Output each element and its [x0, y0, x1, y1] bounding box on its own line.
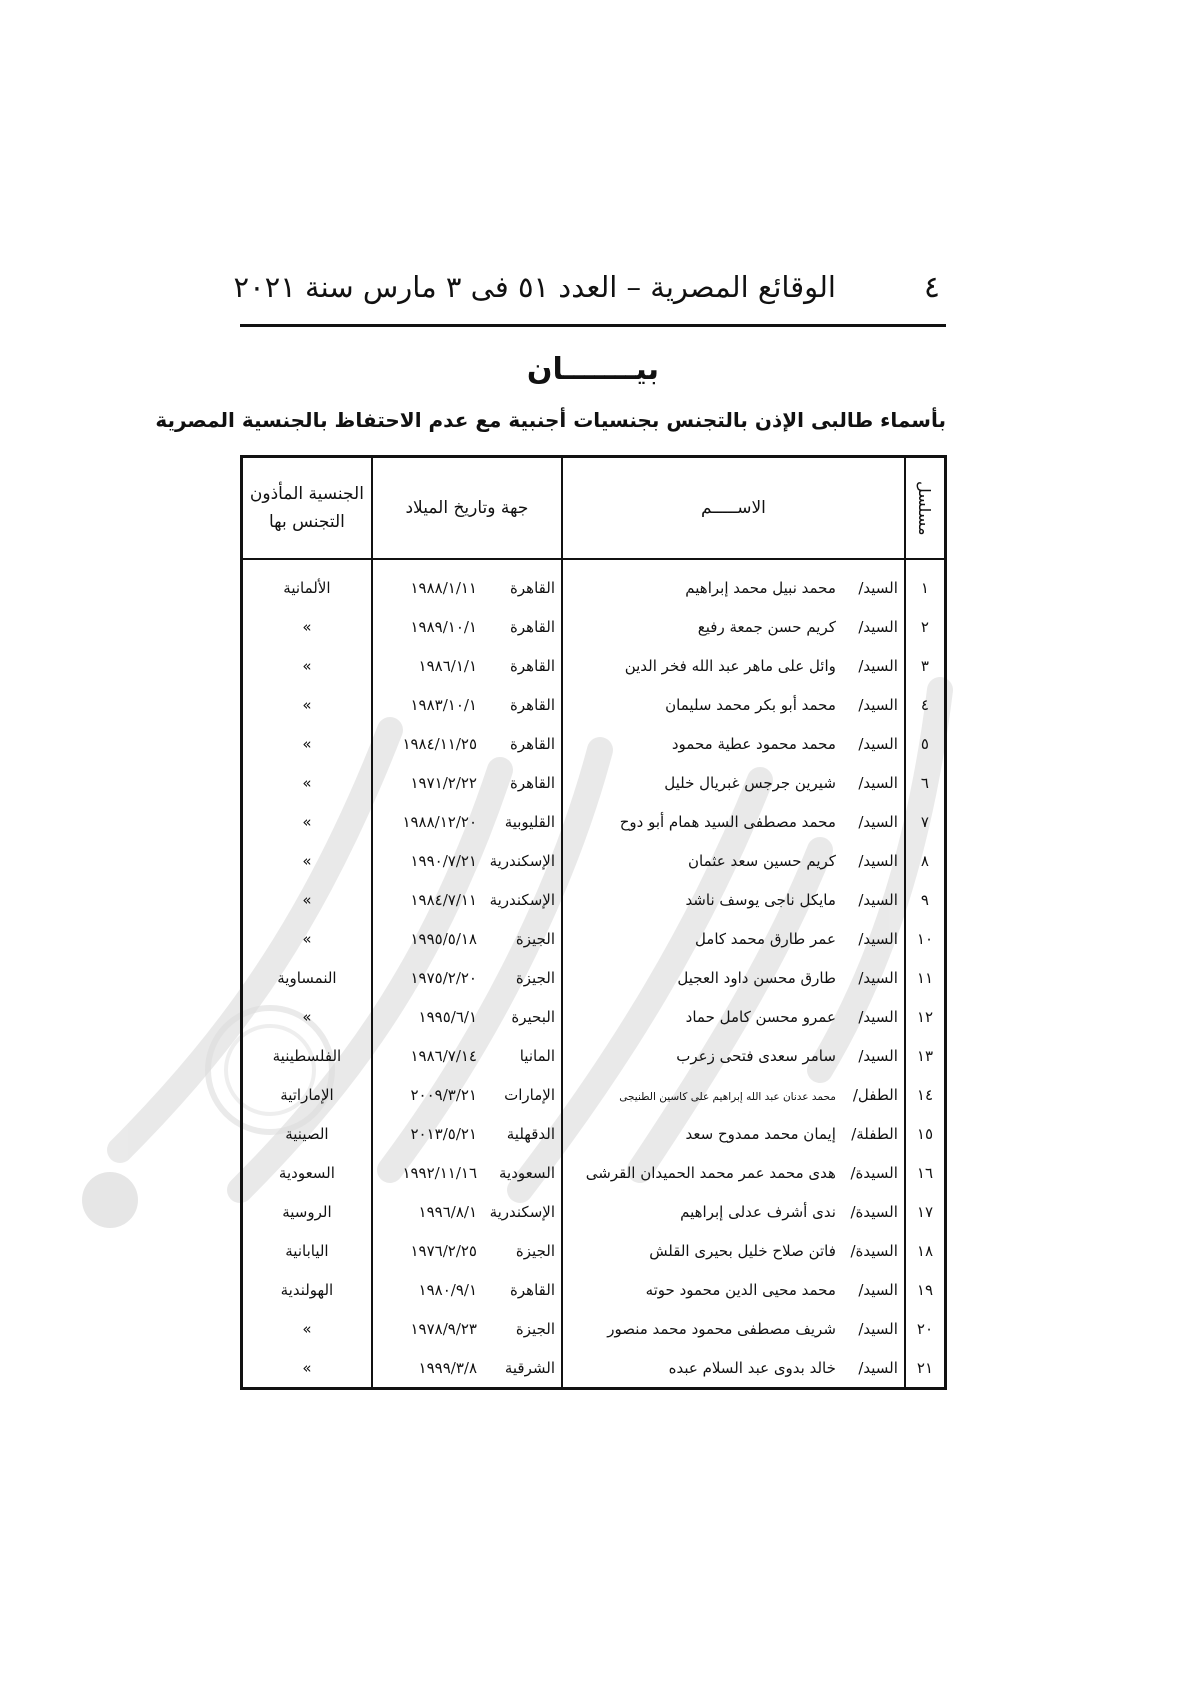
row-name-cell — [562, 919, 905, 958]
row-birth-place: القاهرة — [510, 773, 555, 792]
row-birth-date: ١٩٧٦/٢/٢٥ — [410, 1241, 477, 1260]
row-name-cell — [562, 646, 905, 685]
row-name: عمر طارق محمد كامل — [694, 929, 836, 948]
row-birth-cell — [372, 559, 562, 607]
applicants-table — [240, 455, 947, 1390]
row-serial: ٢١ — [905, 1348, 946, 1389]
page-header — [233, 268, 946, 327]
table-body — [242, 559, 946, 1389]
row-name: كريم حسين سعد عثمان — [688, 851, 836, 870]
row-name-cell — [562, 997, 905, 1036]
row-name-cell — [562, 685, 905, 724]
row-birth-cell — [372, 1348, 562, 1389]
row-name-cell — [562, 1309, 905, 1348]
row-birth-place: القاهرة — [510, 578, 555, 597]
row-nationality: الهولندية — [242, 1270, 372, 1309]
table-row — [242, 607, 946, 646]
table-row — [242, 1075, 946, 1114]
row-title: السيد/ — [858, 1046, 898, 1065]
row-nationality: » — [242, 1348, 372, 1389]
row-serial: ١٩ — [905, 1270, 946, 1309]
row-birth-date: ٢٠٠٩/٣/٢١ — [410, 1085, 477, 1104]
row-birth-date: ١٩٧٨/٩/٢٣ — [410, 1319, 477, 1338]
table-row — [242, 1114, 946, 1153]
row-serial: ٨ — [905, 841, 946, 880]
row-title: السيد/ — [858, 890, 898, 909]
row-birth-place: الجيزة — [515, 1319, 555, 1338]
row-nationality: » — [242, 1309, 372, 1348]
row-name-cell — [562, 880, 905, 919]
row-title: السيد/ — [858, 773, 898, 792]
row-nationality: الروسية — [242, 1192, 372, 1231]
row-birth-cell — [372, 1114, 562, 1153]
row-nationality: » — [242, 763, 372, 802]
row-birth-place: الجيزة — [515, 1241, 555, 1260]
row-birth-cell — [372, 1309, 562, 1348]
row-name-cell — [562, 958, 905, 997]
row-nationality: » — [242, 919, 372, 958]
document-subtitle: بأسماء طالبى الإذن بالتجنس بجنسيات أجنبية مع عدم الاحتفاظ بالجنسية المصرية — [155, 408, 946, 432]
row-birth-cell — [372, 841, 562, 880]
row-birth-date: ١٩٨٠/٩/١ — [418, 1280, 477, 1299]
row-birth-cell — [372, 724, 562, 763]
header-name: الاســـــم — [562, 457, 905, 560]
page-number: ٤ — [923, 270, 940, 305]
row-serial: ٢٠ — [905, 1309, 946, 1348]
table-row — [242, 763, 946, 802]
row-birth-date: ١٩٨٨/١٢/٢٠ — [402, 812, 477, 831]
row-serial: ١٧ — [905, 1192, 946, 1231]
row-birth-date: ١٩٩٢/١١/١٦ — [402, 1163, 477, 1182]
header-serial-label: مسلسل — [915, 480, 934, 536]
table-row — [242, 1192, 946, 1231]
row-serial: ١٦ — [905, 1153, 946, 1192]
row-name: شريف مصطفى محمود محمد منصور — [607, 1319, 836, 1338]
row-birth-cell — [372, 1036, 562, 1075]
row-birth-cell — [372, 1270, 562, 1309]
row-birth-place: الإمارات — [504, 1085, 555, 1104]
table-row — [242, 958, 946, 997]
table-row — [242, 1036, 946, 1075]
table-row — [242, 841, 946, 880]
document-title: بيـــــــان — [526, 352, 660, 387]
row-title: الطفلة/ — [851, 1124, 898, 1143]
row-name: شيرين جرجس غبريال خليل — [664, 773, 836, 792]
row-birth-cell — [372, 1192, 562, 1231]
row-birth-date: ١٩٩٩/٣/٨ — [418, 1358, 477, 1377]
row-name: طارق محسن داود العجيل — [677, 968, 836, 987]
row-serial: ٩ — [905, 880, 946, 919]
row-birth-place: الإسكندرية — [489, 890, 555, 909]
table-row — [242, 919, 946, 958]
row-nationality: اليابانية — [242, 1231, 372, 1270]
row-name-cell — [562, 559, 905, 607]
row-nationality: » — [242, 880, 372, 919]
row-title: السيد/ — [858, 929, 898, 948]
table-row — [242, 559, 946, 607]
row-title: السيد/ — [858, 656, 898, 675]
row-name-cell — [562, 1270, 905, 1309]
table-row — [242, 1309, 946, 1348]
row-birth-cell — [372, 607, 562, 646]
row-birth-place: الجيزة — [515, 929, 555, 948]
row-name-cell — [562, 607, 905, 646]
row-title: السيد/ — [858, 851, 898, 870]
row-birth-date: ١٩٨٦/١/١ — [418, 656, 477, 675]
row-name-cell — [562, 841, 905, 880]
row-birth-place: الإسكندرية — [489, 851, 555, 870]
row-name: محمد أبو بكر محمد سليمان — [665, 695, 836, 714]
row-name: مايكل ناجى يوسف ناشد — [685, 890, 836, 909]
row-name-cell — [562, 763, 905, 802]
row-nationality: النمساوية — [242, 958, 372, 997]
row-birth-cell — [372, 802, 562, 841]
row-title: السيد/ — [858, 578, 898, 597]
row-birth-cell — [372, 997, 562, 1036]
row-serial: ١٨ — [905, 1231, 946, 1270]
row-nationality: » — [242, 607, 372, 646]
table-row — [242, 1348, 946, 1389]
row-title: السيد/ — [858, 1319, 898, 1338]
row-birth-cell — [372, 1153, 562, 1192]
row-name: إيمان محمد ممدوح سعد — [685, 1124, 836, 1143]
row-birth-date: ١٩٩٠/٧/٢١ — [410, 851, 477, 870]
row-birth-cell — [372, 646, 562, 685]
row-name-cell — [562, 1348, 905, 1389]
row-nationality: الصينية — [242, 1114, 372, 1153]
row-birth-cell — [372, 958, 562, 997]
row-serial: ٤ — [905, 685, 946, 724]
row-birth-place: القاهرة — [510, 1280, 555, 1299]
row-name-cell — [562, 1114, 905, 1153]
row-birth-place: القاهرة — [510, 695, 555, 714]
row-serial: ٦ — [905, 763, 946, 802]
row-title: السيدة/ — [850, 1202, 898, 1221]
row-name: فاتن صلاح خليل بحيرى القلش — [649, 1241, 836, 1260]
row-name: محمد عدنان عبد الله إبراهيم على كاسين الطنيجى — [619, 1090, 836, 1103]
table-row — [242, 802, 946, 841]
row-birth-place: القليوبية — [504, 812, 555, 831]
row-title: السيد/ — [858, 695, 898, 714]
table-row — [242, 1231, 946, 1270]
table-row — [242, 997, 946, 1036]
row-birth-cell — [372, 763, 562, 802]
row-name: محمد مصطفى السيد همام أبو دوح — [619, 812, 836, 831]
header-serial — [905, 457, 946, 560]
row-birth-date: ١٩٨٦/٧/١٤ — [410, 1046, 477, 1065]
row-name-cell — [562, 1036, 905, 1075]
row-name: محمد نبيل محمد إبراهيم — [685, 578, 836, 597]
row-birth-date: ١٩٧١/٢/٢٢ — [410, 773, 477, 792]
row-title: السيد/ — [858, 1358, 898, 1377]
row-serial: ١ — [905, 559, 946, 607]
table-row — [242, 646, 946, 685]
row-birth-date: ١٩٨٤/١١/٢٥ — [402, 734, 477, 753]
table-row — [242, 1270, 946, 1309]
row-title: السيدة/ — [850, 1163, 898, 1182]
row-birth-cell — [372, 919, 562, 958]
row-birth-cell — [372, 685, 562, 724]
row-serial: ١٣ — [905, 1036, 946, 1075]
row-name-cell — [562, 1153, 905, 1192]
row-name-cell — [562, 1075, 905, 1114]
row-title: السيد/ — [858, 617, 898, 636]
row-birth-place: الدقهلية — [506, 1124, 555, 1143]
row-birth-place: الإسكندرية — [489, 1202, 555, 1221]
row-name-cell — [562, 1192, 905, 1231]
header-nationality: الجنسية المأذون التجنس بها — [242, 457, 372, 560]
row-nationality: الإماراتية — [242, 1075, 372, 1114]
row-name: محمد محمود عطية محمود — [671, 734, 836, 753]
row-serial: ١٥ — [905, 1114, 946, 1153]
row-birth-place: المانيا — [519, 1046, 555, 1065]
row-nationality: الألمانية — [242, 559, 372, 607]
row-name-cell — [562, 724, 905, 763]
table-row — [242, 1153, 946, 1192]
row-serial: ١٤ — [905, 1075, 946, 1114]
row-birth-date: ١٩٨٤/٧/١١ — [410, 890, 477, 909]
journal-issue-title: الوقائع المصرية – العدد ٥١ فى ٣ مارس سنة ٢٠٢١ — [233, 270, 836, 304]
row-birth-date: ١٩٨٨/١/١١ — [410, 578, 477, 597]
row-name: عمرو محسن كامل حماد — [685, 1007, 836, 1026]
row-nationality: السعودية — [242, 1153, 372, 1192]
table-row — [242, 880, 946, 919]
row-nationality: » — [242, 685, 372, 724]
row-name: كريم حسن جمعة رفيع — [697, 617, 836, 636]
row-serial: ١١ — [905, 958, 946, 997]
row-nationality: » — [242, 802, 372, 841]
row-name: سامر سعدى فتحى زعرب — [676, 1046, 836, 1065]
row-birth-date: ١٩٨٩/١٠/١ — [410, 617, 477, 636]
table-row — [242, 724, 946, 763]
table-row — [242, 685, 946, 724]
row-birth-cell — [372, 1075, 562, 1114]
row-birth-date: ١٩٩٦/٨/١ — [418, 1202, 477, 1221]
row-title: السيد/ — [858, 1007, 898, 1026]
row-birth-place: البحيرة — [511, 1007, 555, 1026]
row-birth-date: ٢٠١٣/٥/٢١ — [410, 1124, 477, 1143]
row-birth-date: ١٩٨٣/١٠/١ — [410, 695, 477, 714]
row-nationality: » — [242, 841, 372, 880]
row-name: ندى أشرف عدلى إبراهيم — [680, 1202, 836, 1221]
row-serial: ١٢ — [905, 997, 946, 1036]
row-nationality: الفلسطينية — [242, 1036, 372, 1075]
row-name-cell — [562, 1231, 905, 1270]
row-serial: ٧ — [905, 802, 946, 841]
row-nationality: » — [242, 646, 372, 685]
row-birth-date: ١٩٩٥/٥/١٨ — [410, 929, 477, 948]
row-birth-date: ١٩٧٥/٢/٢٠ — [410, 968, 477, 987]
row-birth-place: القاهرة — [510, 734, 555, 753]
row-title: السيد/ — [858, 812, 898, 831]
row-birth-cell — [372, 880, 562, 919]
row-birth-cell — [372, 1231, 562, 1270]
row-serial: ١٠ — [905, 919, 946, 958]
row-birth-place: القاهرة — [510, 617, 555, 636]
row-serial: ٣ — [905, 646, 946, 685]
row-name: هدى محمد عمر محمد الحميدان القرشى — [585, 1163, 836, 1182]
row-title: السيد/ — [858, 1280, 898, 1299]
row-name-cell — [562, 802, 905, 841]
row-birth-place: القاهرة — [510, 656, 555, 675]
row-name: محمد محيى الدين محمود حوته — [645, 1280, 836, 1299]
row-name: خالد بدوى عبد السلام عبده — [668, 1358, 836, 1377]
table-header-row — [242, 457, 946, 560]
row-birth-place: الشرقية — [504, 1358, 555, 1377]
row-title: السيد/ — [858, 734, 898, 753]
row-birth-place: السعودية — [498, 1163, 555, 1182]
row-nationality: » — [242, 724, 372, 763]
row-title: السيدة/ — [850, 1241, 898, 1260]
row-serial: ٢ — [905, 607, 946, 646]
row-title: الطفل/ — [852, 1085, 898, 1104]
row-serial: ٥ — [905, 724, 946, 763]
row-birth-place: الجيزة — [515, 968, 555, 987]
row-title: السيد/ — [858, 968, 898, 987]
row-name: وائل على ماهر عبد الله فخر الدين — [624, 656, 836, 675]
header-birth: جهة وتاريخ الميلاد — [372, 457, 562, 560]
row-nationality: » — [242, 997, 372, 1036]
row-birth-date: ١٩٩٥/٦/١ — [418, 1007, 477, 1026]
